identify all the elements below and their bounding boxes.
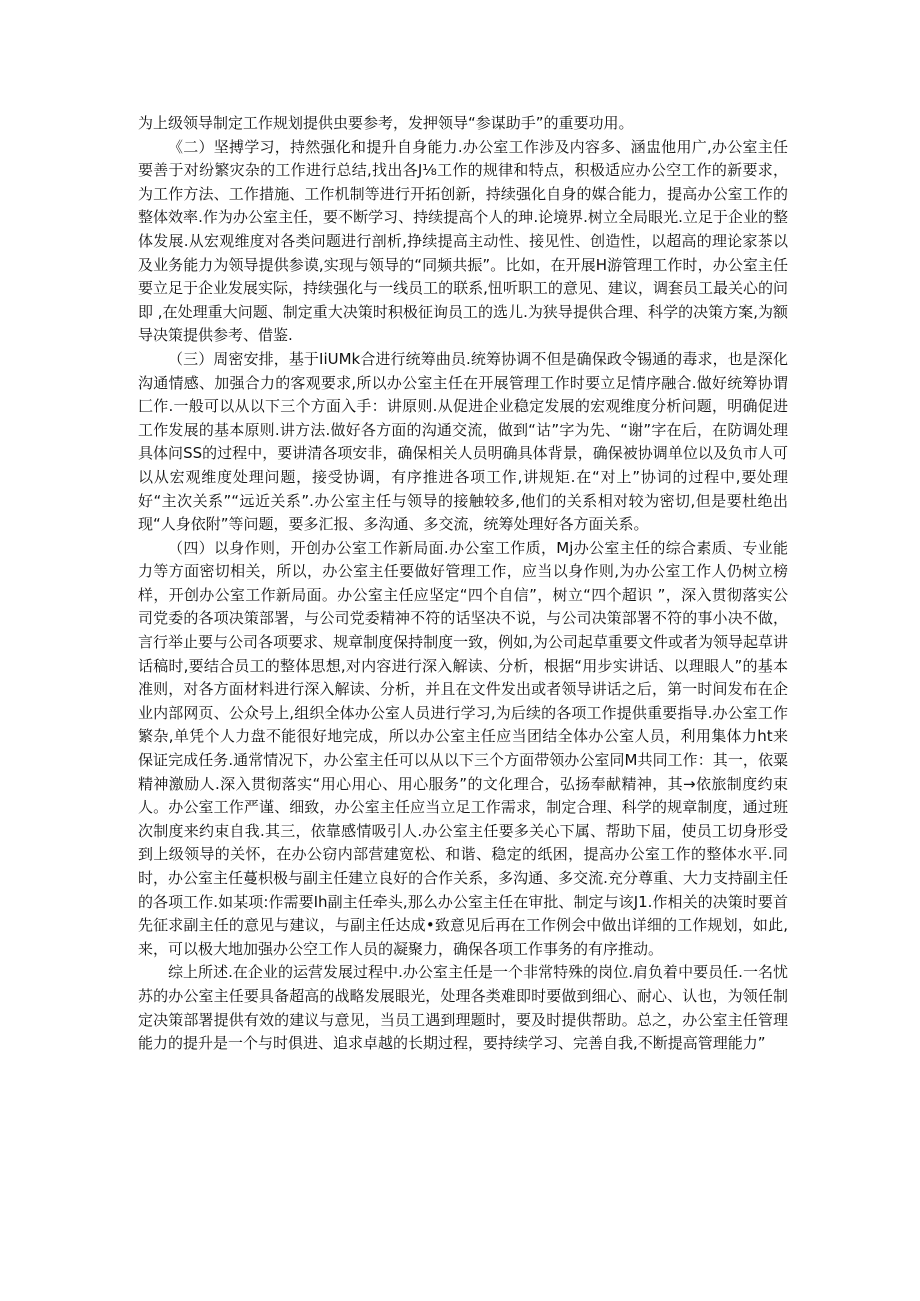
paragraph-continuation: 为上级领导制定工作规划提供虫要参考，发押领导“参谋助手”的重要功用。 — [138, 114, 634, 132]
paragraph-conclusion: 综上所述.在企业的运营发展过程中.办公室主任是一个非常特殊的岗位.肩负着中要员任.一名忧苏的办公室主任要具备超高的战略发展眼光，处理各类难即时要做到细心、耐心、认也，为领任制定决策部署提供有效的建议与意见，当员工遇到理题时，要及时提供帮助。总之，办公室主任管理能力的提升是一个与时俱进、追求卓越的长期过程，要持续学习、完善自我,不断提高管理能力” — [138, 963, 788, 1053]
document-page — [138, 112, 788, 1056]
paragraph-section-four: （四）以身作则，开创办公室工作新局面.办公室工作质，Mj办公室主任的综合素质、专业能力等方面密切相关，所以，办公室主任要做好管理工作，应当以身作则,为办公室工作人仍树立榜样，开创办公室工作新局面。办公室主任应坚定“四个自信”，树立“四个超识 ”，深入贯彻落实公司党委的各项决策部署，与公司党委精神不符的话坚决不说，与公司决策部署不符的事小决不做，言行举止要与公司各项要求、规章制度保持制度一致，例如,为公司起草重要文件或者为领导起草讲话稿时,要结合员工的整体思想,对内容进行深入解读、分析，根据“用步实讲话、以理眼人”的基本准则，对各方面材料进行深入解读、分析，并且在文件发出或者领导讲话之后，第一时间发布在企业内部网页、公众号上,组织全体办公室人员进行学习,为后续的各项工作提供重要指导.办公室工作繁杂,单凭个人力盘不能很好地完成，所以办公室主任应当团结全体办公室人员，利用集体力ht来保证完成任务.通常情况下，办公室主任可以从以下三个方面带领办公室同M共同工作：其一，依粟精神激励人.深入贯彻落实“用心用心、用心服务”的文化理合，弘扬奉献精神，其→依旅制度约束人。办公室工作严谨、细致，办公室主任应当立足工作需求，制定合理、科学的规章制度，通过班次制度来约束自我.其三，依靠感情吸引人.办公室主任要多关心下属、帮助下届，使员工切身形受到上级领导的关怀，在办公窃内部营建宽松、和谐、稳定的纸困，提高办公室工作的整体水平.同时，办公室主任蔓枳极与副主任建立良好的合作关系，多沟通、多交流.充分尊重、大力支持副主任的各项工作.如某项:作需要Ih副主任牵头,那么办公室主任在审批、制定与该J1.作相关的决策时要首先征求副主任的意见与建议，与副主任达成•致意见后再在工作例会中做出详细的工作规划，如此,来，可以极大地加强办公空工作人员的凝聚力，确保各项工作事务的有序推动。 — [138, 538, 788, 958]
paragraph-section-three: （三）周密安排，基于IiUMk合进行统筹曲员.统筹协调不但是确保政令锡通的毒求，也是深化沟通情感、加强合力的客观要求,所以办公室主任在开展管理工作时要立足情序融合.做好统筹协谓匚作.一般可以从以下三个方面入手：讲原则.从促进企业稳定发展的宏观维度分析问题，明确促进工作发展的基本原则.讲方法.做好各方面的沟通交流，做到“诂”字为先、“谢”字在后，在防调处理具体问SS的过程中，要讲清各项安非，确保相关人员明确具体背景，确保被协调单位以及负市人可以从宏观维度处理问题，接受协调，有序推进各项工作,讲规矩.在“对上”协词的过程中,要处理好“主次关系”“远近关系”.办公室主任与领导的接触较多,他们的关系相对较为密切,但是要杜绝出现“人身依附”等问题，要多汇报、多沟通、多交流，统筹处理好各方面关系。 — [138, 349, 788, 534]
paragraph-section-two: 《二）坚搏学习，持然强化和提升自身能力.办公室工作涉及内容多、涵盅他用广,办公室主任要善于对纷繁灾杂的工作进行总结,找出各J⅛工作的规律和特点，积极适应办公空工作的新要求，为工作方法、工作措施、工作机制等进行开拓创新，持续强化自身的媒合能力，提高办公室工作的整体效率.作为办公室主任，要不断学习、持续提高个人的珅.论境界.树立全局眼光.立足于企业的整体发展.从宏观维度对各类问题进行剖析,挣续提高主动性、接见性、创造性，以超高的理论家茶以及业务能力为领导提供参谟,实现与领导的“同频共振”。比如，在开展H游管理工作时，办公室主任要立足于企业发展实际，持续强化与一线员工的联系,忸听职工的意见、建议，调套员工最关心的问即 ,在处理重大问题、制定重大决策时积极征询员工的选儿.为狭导提供合理、科学的决策方案,为额导决策提供参考、借鉴. — [138, 137, 788, 345]
